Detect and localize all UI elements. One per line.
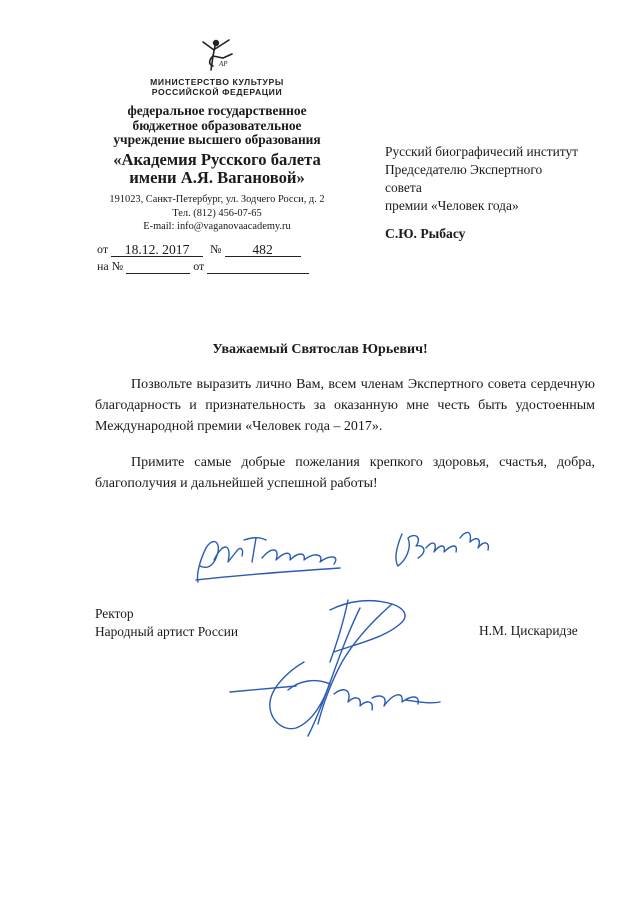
institution-name: «Академия Русского балета имени А.Я. Вагановой»	[113, 150, 321, 187]
email: E-mail: info@vaganovaacademy.ru	[143, 221, 291, 232]
phone: Тел. (812) 456-07-65	[172, 207, 262, 219]
ministry-heading: МИНИСТЕРСТВО КУЛЬТУРЫ РОССИЙСКОЙ ФЕДЕРАЦИИ	[150, 77, 284, 97]
signatory-name: Н.М. Цискаридзе	[479, 623, 578, 638]
ballet-dancer-emblem-icon	[199, 36, 235, 76]
letter-date: 18.12. 2017	[124, 242, 190, 257]
paragraph-1: Позвольте выразить лично Вам, всем членам Экспертного совета сердечную благодарность и признательность за оказанную мне честь быть удостоенным Международной премии «Человек года – 2017».	[95, 377, 595, 434]
signatory-title: Ректор Народный артист России	[95, 606, 239, 639]
institution-status: федеральное государственное бюджетное образовательное учреждение высшего образования	[113, 103, 321, 147]
paragraph-2: Примите самые добрые пожелания крепкого здоровья, счастья, добра, благополучия и дальнейшей успешной работы!	[95, 455, 595, 491]
address: 191023, Санкт-Петербург, ул. Зодчего Росси, д. 2	[109, 194, 325, 205]
addressee-block: Русский биографичесий институт Председателю Экспертного совета премии «Человек года»	[385, 144, 579, 213]
salutation: Уважаемый Святослав Юрьевич!	[212, 342, 428, 357]
letter-number: 482	[252, 242, 273, 257]
registration-number-line: от 18.12. 2017 № 482	[97, 242, 301, 257]
svg-text:АР: АР	[219, 60, 228, 68]
registration-reference-line: на № от	[97, 259, 309, 274]
institution-contacts	[90, 193, 344, 234]
addressee-name: С.Ю. Рыбасу	[385, 226, 466, 241]
